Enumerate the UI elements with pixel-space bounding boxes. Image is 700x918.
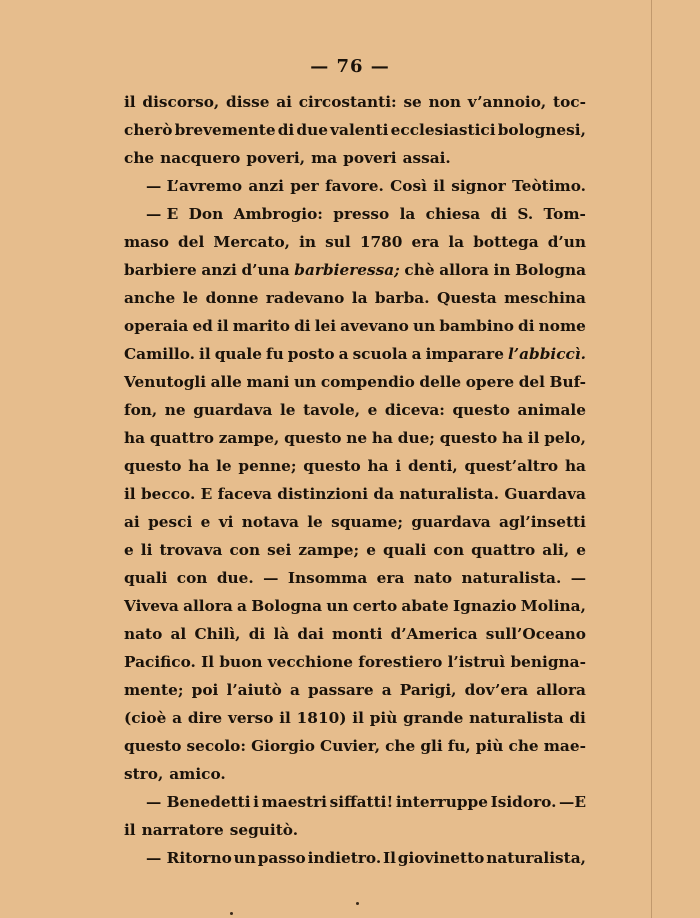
word: chè [404,261,435,279]
word: i [395,457,402,475]
word: Il [382,849,396,867]
word: monti [332,625,383,643]
word: ed [192,317,213,335]
word: da [373,485,394,503]
word: Teòtimo. [512,177,586,195]
word: fu [266,345,284,363]
text-line [124,452,586,480]
word: notava [241,513,299,531]
word: bottega [473,233,539,251]
word: Mercato, [213,233,290,251]
word: ali, [542,541,570,559]
word: becco. [140,485,196,503]
word: era [411,233,440,251]
word: ha [124,429,146,447]
word: vecchione [267,653,353,671]
word: con [176,569,208,587]
word: non [428,93,462,111]
word: indietro. [307,849,382,867]
word: nato [413,569,453,587]
text-line [124,732,586,760]
word: stro, [124,765,164,783]
word: mani [246,373,290,391]
word: (cioè [124,709,167,727]
word: là [273,625,290,643]
word: la [399,205,416,223]
word: l’aiutò [226,681,282,699]
word: più [475,737,504,755]
word: barbiere [124,261,197,279]
word: trovava [159,541,223,559]
word: dire [187,709,223,727]
word: maso [124,233,169,251]
word: a [237,597,247,615]
body-text [124,88,586,872]
word: quest’altro [464,457,559,475]
word: — E [146,205,179,223]
word: maestri [261,793,327,811]
word: quali [383,541,427,559]
word: nacquero [160,149,241,167]
word: valenti [330,121,389,139]
word: il [433,177,445,195]
text-line [124,256,586,284]
word: e [200,513,211,531]
word: un [294,373,317,391]
word: ha [188,457,210,475]
word: Ambrogio: [233,205,323,223]
word: zampe, [218,429,280,447]
text-line [124,620,586,648]
word: le [216,457,232,475]
word: bambino [439,317,514,335]
word: animale [517,401,586,419]
word: mente; [124,681,184,699]
word: poveri [343,149,397,167]
word: di [490,205,508,223]
word: donne [205,289,259,307]
word: il [216,317,229,335]
word: barba. [374,289,430,307]
word: poveri, [246,149,306,167]
word: S. [517,205,534,223]
word: l’abbiccì. [507,345,586,363]
ink-speck [230,912,233,915]
word: naturalista. [461,569,562,587]
word: guardava [411,513,491,531]
text-line [124,88,586,116]
word: di [518,317,535,335]
word: due. [216,569,254,587]
word: la [448,233,465,251]
word: lei [314,317,337,335]
word: bolognesi, [497,121,586,139]
word: chiesa [425,205,481,223]
word: anzi [248,177,284,195]
text-line [124,648,586,676]
text-line [124,200,586,228]
word: —E [559,793,586,811]
word: allora [183,597,233,615]
word: quale [214,345,262,363]
word: seguitò. [229,821,299,839]
word: il [527,429,540,447]
word: e [124,541,134,559]
word: in [493,261,511,279]
word: presso [333,205,390,223]
word: Giorgio [251,737,315,755]
word: circostanti: [298,93,397,111]
word: al [170,625,187,643]
text-line [124,424,586,452]
word: le [307,513,323,531]
text-line [124,116,586,144]
word: — [263,569,279,587]
word: Guardava [504,485,586,503]
word: operaia [124,317,189,335]
word: ai [124,513,140,531]
word: buon [219,653,263,671]
word: certo [352,597,398,615]
word: che [385,737,416,755]
word: di [248,625,266,643]
word: l’istruì [447,653,506,671]
word: disse [226,93,270,111]
word: naturalista, [486,849,586,867]
word: del [178,233,205,251]
word: di [294,317,311,335]
word: delle [419,373,462,391]
word: e [367,401,378,419]
text-line [124,172,586,200]
word: il [124,821,136,839]
word: a [289,681,300,699]
word: v’annoio, [467,93,547,111]
word: Cuvier, [320,737,381,755]
word: e [576,541,586,559]
word: il [279,709,291,727]
ink-speck [356,902,359,905]
word: più [369,709,398,727]
word: distinzioni [277,485,369,503]
word: Pacifico. [124,653,196,671]
word: brevemente [174,121,276,139]
text-line [124,676,586,704]
word: Parigi, [399,681,457,699]
word: cherò [124,121,173,139]
word: d’America [390,625,478,643]
word: poi [191,681,219,699]
word: ha [501,429,523,447]
word: squame; [331,513,404,531]
word: verso [227,709,274,727]
word: assai. [402,149,451,167]
word: del [518,373,545,391]
word: posto [287,345,335,363]
word: Camillo. [124,345,195,363]
word: Buf- [549,373,586,391]
word: il [124,93,136,111]
word: le [182,289,199,307]
word: se [403,93,422,111]
word: di [569,709,586,727]
word: ai [276,93,292,111]
word: passare [308,681,374,699]
word: nome [538,317,586,335]
text-line [124,396,586,424]
word: questo [303,457,361,475]
word: gli [420,737,443,755]
word: ne [164,401,186,419]
word: — [570,569,586,587]
word: 1810) [296,709,347,727]
word: due; [397,429,435,447]
word: per [290,177,319,195]
word: questo [439,429,498,447]
word: imparare [425,345,504,363]
word: 1780 [359,233,403,251]
word: un [326,597,349,615]
word: toc- [553,93,586,111]
word: il [352,709,364,727]
text-line [124,844,586,872]
word: agl’insetti [498,513,586,531]
word: amico. [169,765,226,783]
word: discorso, [142,93,220,111]
word: barbieressa; [294,261,400,279]
word: — Benedetti [146,793,251,811]
word: radevano [265,289,345,307]
word: era [376,569,405,587]
word: un [412,317,436,335]
word: mae- [543,737,586,755]
word: sei [267,541,292,559]
word: dai [297,625,324,643]
word: d’una [241,261,290,279]
word: il [199,345,211,363]
word: Molina, [520,597,586,615]
word: narratore [141,821,224,839]
word: questo [124,737,182,755]
word: questo [124,457,182,475]
word: Isidoro. [490,793,557,811]
word: fu, [447,737,471,755]
word: meschina [504,289,586,307]
word: Viveva [124,597,179,615]
word: d’un [547,233,586,251]
word: Questa [436,289,497,307]
word: quali [124,569,168,587]
word: allora [536,681,586,699]
text-line [124,340,586,368]
word: Insomma [287,569,368,587]
word: vi [218,513,234,531]
word: le [279,401,296,419]
text-line [124,564,586,592]
word: compendio [320,373,415,391]
word: un [233,849,256,867]
word: due [296,121,328,139]
text-line [124,760,586,788]
word: avevano [340,317,409,335]
word: il [124,485,136,503]
word: fon, [124,401,158,419]
page-edge [651,0,652,918]
word: passo [257,849,306,867]
word: con [229,541,261,559]
word: dov’era [464,681,529,699]
text-line [124,704,586,732]
word: faceva [217,485,272,503]
word: a [381,681,392,699]
word: grande [403,709,464,727]
word: a [411,345,422,363]
word: i [253,793,259,811]
word: opere [465,373,515,391]
word: Bologna [251,597,323,615]
word: pelo, [544,429,586,447]
word: quattro [471,541,536,559]
word: questo [284,429,342,447]
text-line [124,536,586,564]
text-line [124,816,586,844]
word: naturalista. [399,485,500,503]
word: benigna- [510,653,586,671]
word: e [366,541,376,559]
word: sul [325,233,351,251]
word: Don [188,205,224,223]
word: anche [124,289,176,307]
word: naturalista [469,709,564,727]
text-line [124,228,586,256]
word: marito [232,317,290,335]
word: giovinetto [397,849,485,867]
text-line [124,480,586,508]
word: — L’avremo [146,177,243,195]
text-line [124,368,586,396]
word: forestiero [358,653,443,671]
word: a [172,709,183,727]
word: penne; [238,457,297,475]
word: questo [452,401,510,419]
word: interruppe [395,793,488,811]
word: alle [210,373,242,391]
word: ecclesiastici [390,121,496,139]
word: sull’Oceano [485,625,586,643]
word: abate [401,597,449,615]
text-line [124,592,586,620]
word: — Ritorno [146,849,232,867]
word: la [351,289,368,307]
word: allora [439,261,489,279]
word: zampe; [298,541,360,559]
word: Tom- [543,205,586,223]
word: denti, [407,457,458,475]
word: signor [451,177,506,195]
word: favore. [325,177,384,195]
word: Il [201,653,215,671]
word: nato [124,625,163,643]
word: secolo: [186,737,247,755]
text-line [124,144,586,172]
word: Venutogli [124,373,207,391]
word: E [200,485,213,503]
text-line [124,508,586,536]
word: tavole, [303,401,361,419]
word: ha [371,429,393,447]
word: in [299,233,317,251]
text-line [124,284,586,312]
word: scuola [352,345,408,363]
word: siffatti! [329,793,394,811]
word: ma [311,149,338,167]
word: li [140,541,153,559]
word: Bologna [515,261,586,279]
word: Chilì, [194,625,241,643]
page-number: — 76 — [310,56,390,77]
word: che [124,149,155,167]
word: Così [390,177,427,195]
word: anzi [201,261,237,279]
word: che [508,737,539,755]
word: ha [564,457,586,475]
word: quattro [149,429,214,447]
word: ne [346,429,368,447]
word: di [277,121,295,139]
word: con [433,541,465,559]
word: diceva: [384,401,445,419]
word: Ignazio [452,597,517,615]
word: pesci [148,513,193,531]
text-line [124,312,586,340]
word: a [338,345,349,363]
word: ha [367,457,389,475]
text-line [124,788,586,816]
word: guardava [193,401,273,419]
